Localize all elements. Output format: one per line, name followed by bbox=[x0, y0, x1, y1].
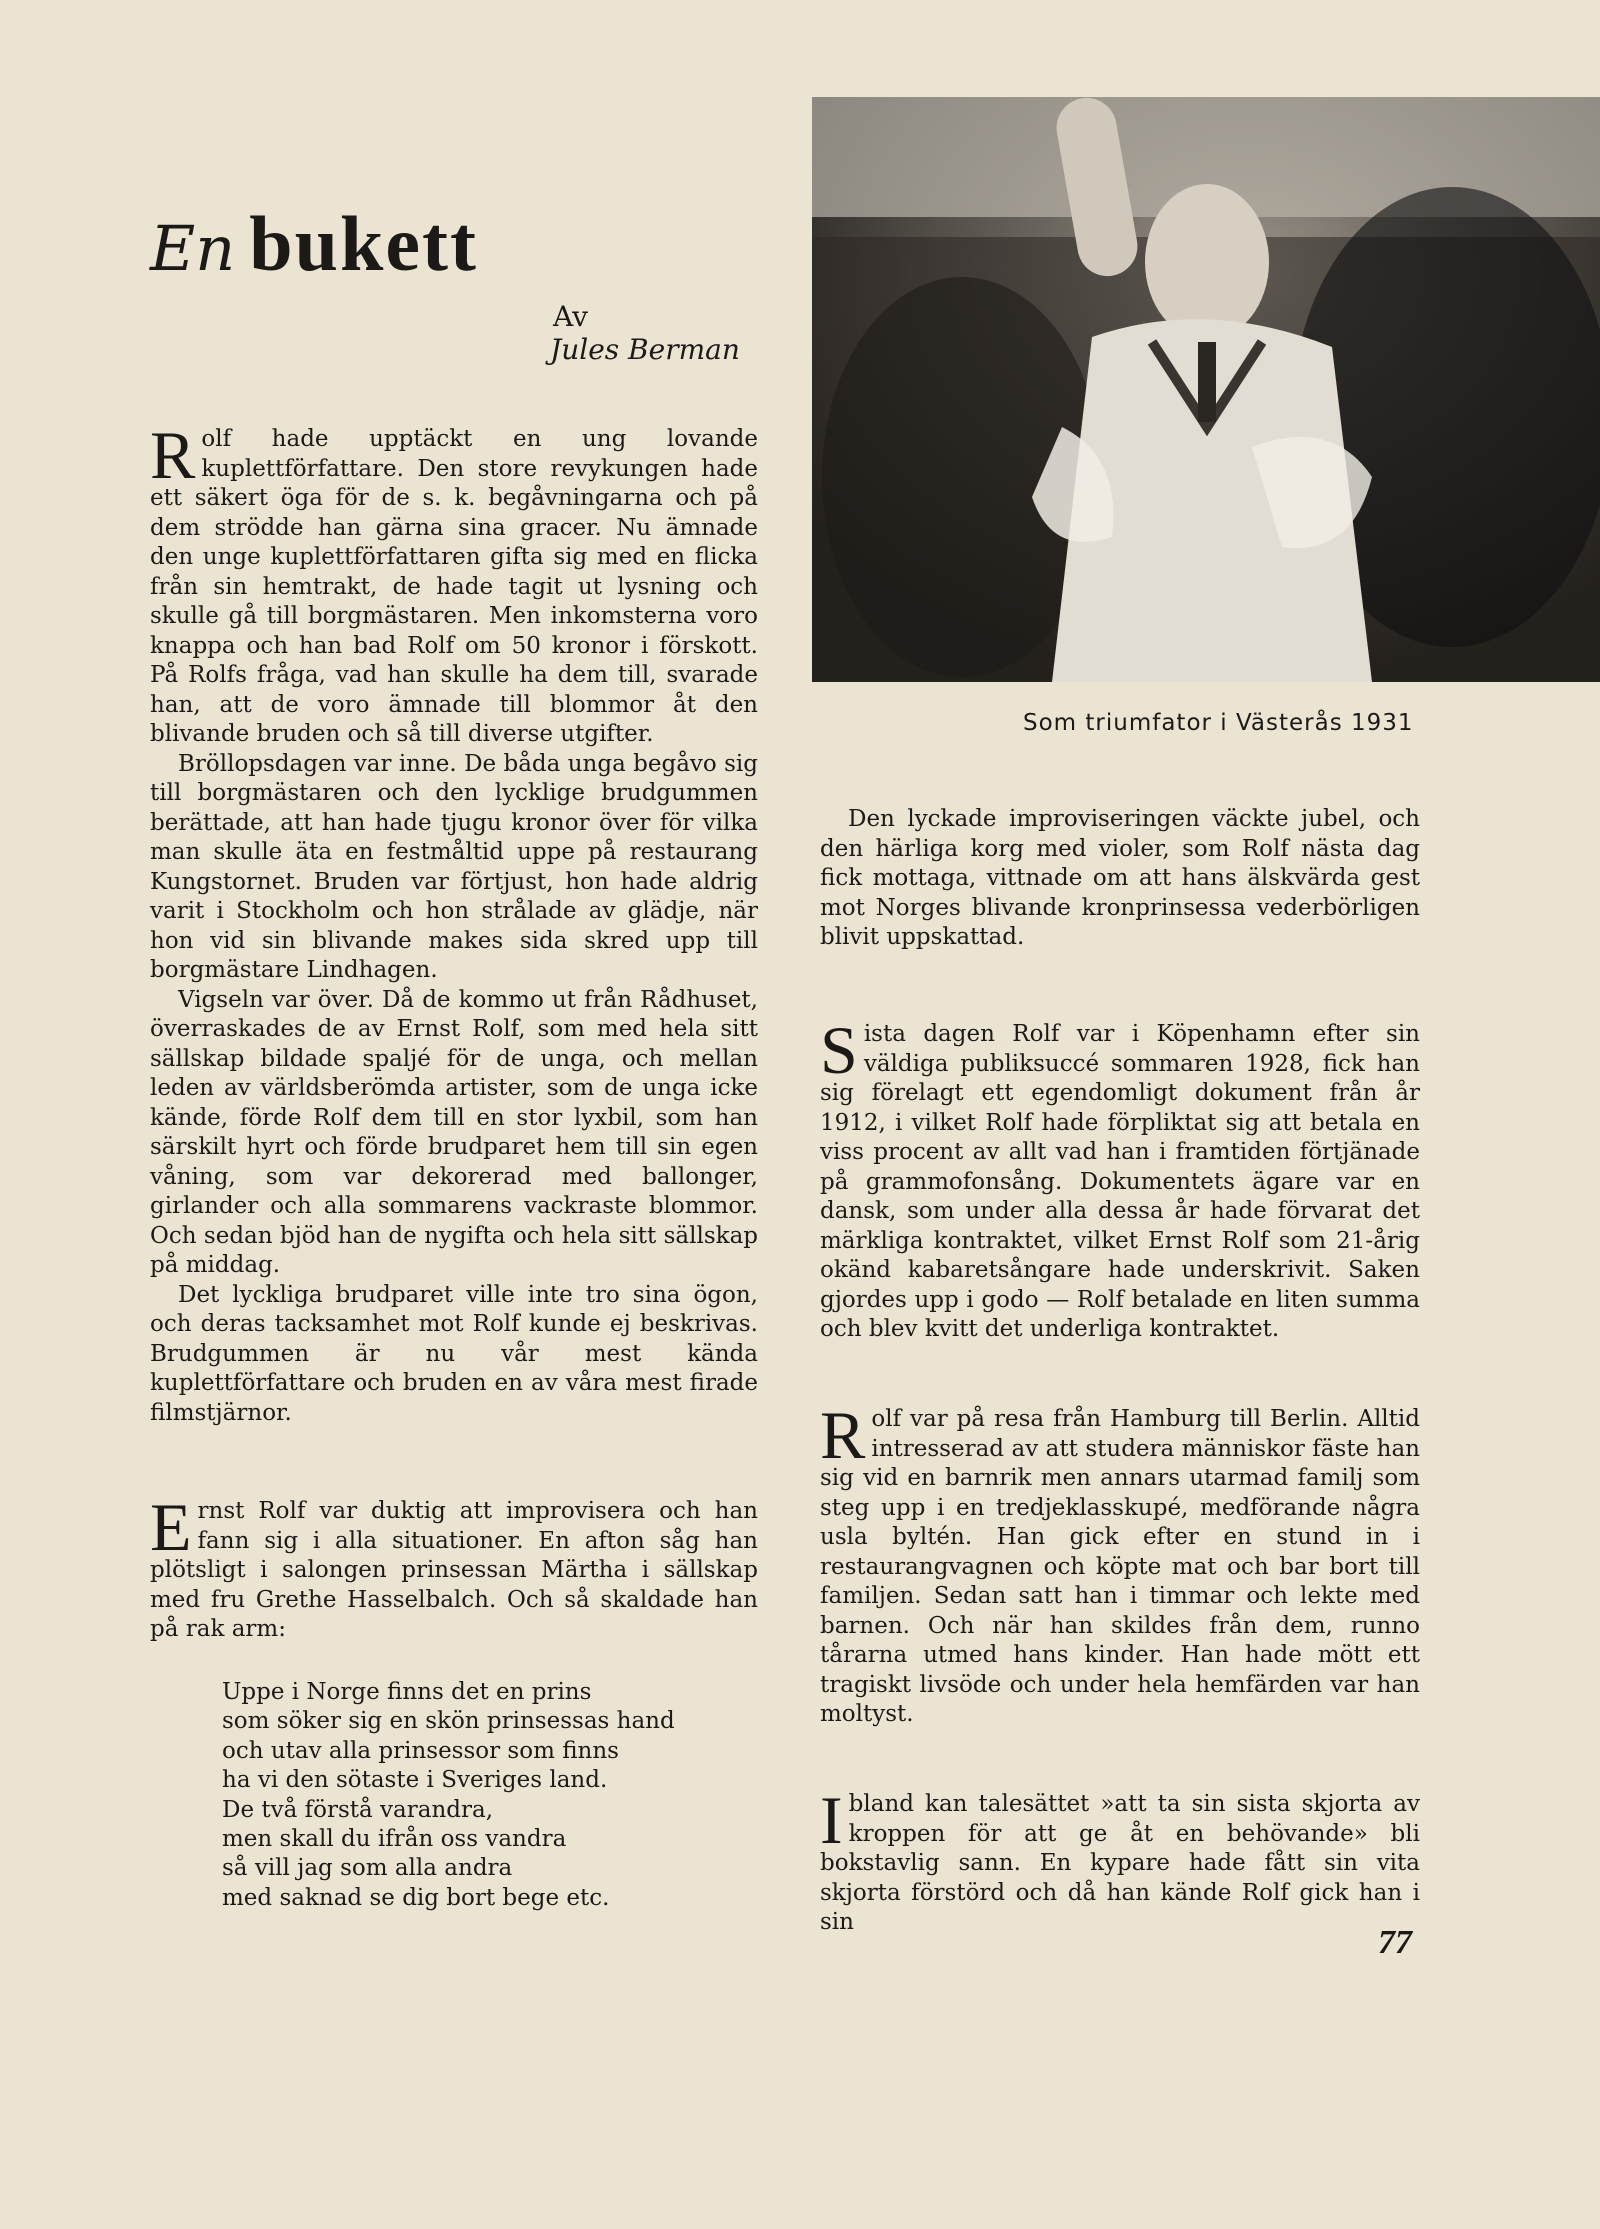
drop-cap: I bbox=[820, 1782, 843, 1858]
paragraph: Rolf hade upptäckt en ung lovande kuplettförfattare. Den store revykungen hade ett säkert öga för de s. k. begåvningarna och på dem strödde han gärna sina gracer. Nu ämnade den unge kuplettförfattaren gifta sig med en flicka från sin hemtrakt, de hade tagit ut lysning och skulle gå till borgmästaren. Men inkomsterna voro knappa och han bad Rolf om 50 kronor i förskott. På Rolfs fråga, vad han skulle ha dem till, svarade han, att de voro ämnade till blommor åt den blivande bruden och så till diverse utgifter. bbox=[150, 417, 758, 747]
poem-line: De två förstå varandra, bbox=[222, 1796, 494, 1823]
right-column-section-1 bbox=[820, 805, 1420, 953]
title-prefix: En bbox=[150, 212, 236, 285]
poem-line: som söker sig en skön prinsessas hand bbox=[222, 1708, 675, 1735]
right-column-section-2 bbox=[820, 1012, 1420, 1345]
article-title bbox=[150, 200, 478, 287]
drop-cap: E bbox=[150, 1489, 192, 1565]
paragraph: Ibland kan talesättet »att ta sin sista skjorta av kroppen för att ge åt en behövande» bli bokstavlig sann. En kypare hade fått sin vita skjorta förstörd och då han kände Rolf gick han i sin bbox=[820, 1782, 1420, 1935]
poem-line: så vill jag som alla andra bbox=[222, 1855, 513, 1882]
right-column-section-4 bbox=[820, 1782, 1420, 1938]
drop-cap: R bbox=[820, 1397, 866, 1473]
paragraph: Sista dagen Rolf var i Köpenhamn efter sin väldiga publiksuccé sommaren 1928, fick han sig förelagt ett egendomligt dokument från år 1912, i vilket Rolf hade förpliktat sig att betala en viss procent av allt vad han i framtiden förtjänade på grammofonsång. Dokumentets ägare var en dansk, som under alla dessa år hade förvarat det märkliga kontraktet, vilket Ernst Rolf som 21-årig okänd kabaretsångare hade underskrivit. Saken gjordes upp i godo — Rolf betalade en liten summa och blev kvitt det underliga kontraktet. bbox=[820, 1012, 1420, 1342]
poem-line: ha vi den sötaste i Sveriges land. bbox=[222, 1767, 608, 1794]
drop-cap: R bbox=[150, 417, 196, 493]
paragraph: Ernst Rolf var duktig att improvisera och han fann sig i alla situationer. En afton såg han plötsligt i salongen prinsessan Märtha i sällskap med fru Grethe Hasselbalch. Och så skaldade han på rak arm: bbox=[150, 1489, 758, 1642]
photo-caption: Som triumfator i Västerås 1931 bbox=[1023, 710, 1414, 736]
paragraph: Vigseln var över. Då de kommo ut från Rådhuset, överraskades de av Ernst Rolf, som med hela sitt sällskap bildade spaljé för de unga, och mellan leden av världsberömda artister, som de unga icke kände, förde Rolf dem till en stor lyxbil, som han särskilt hyrt och förde brudparet hem till sin egen våning, som var dekorerad med ballonger, girlander och alla sommarens vackraste blommor. Och sedan bjöd han de nygifta och hela sitt sällskap på middag. bbox=[150, 986, 758, 1278]
poem-line: Uppe i Norge finns det en prins bbox=[222, 1679, 592, 1705]
byline-prefix: Av bbox=[553, 300, 588, 333]
title-word: bukett bbox=[249, 200, 478, 287]
author-name: Jules Berman bbox=[550, 333, 740, 366]
poem-line: men skall du ifrån oss vandra bbox=[222, 1826, 567, 1853]
paragraph: Bröllopsdagen var inne. De båda unga begåvo sig till borgmästaren och den lycklige brudgummen berättade, att han hade tjugu kronor över för vilka man skulle äta en festmåltid uppe på restaurang Kungstornet. Bruden var förtjust, hon hade aldrig varit i Stockholm och hon strålade av glädje, när hon vid sin blivande makes sida skred upp till borgmästare Lindhagen. bbox=[150, 750, 758, 983]
poem-line: med saknad se dig bort bege etc. bbox=[222, 1884, 610, 1911]
right-column-section-3 bbox=[820, 1397, 1420, 1730]
poem-line: och utav alla prinsessor som finns bbox=[222, 1737, 619, 1764]
poem bbox=[222, 1678, 675, 1913]
drop-cap: S bbox=[820, 1012, 858, 1088]
photo-triumph bbox=[812, 97, 1600, 682]
page-number: 77 bbox=[1378, 1924, 1412, 1961]
paragraph: Det lyckliga brudparet ville inte tro sina ögon, och deras tacksamhet mot Rolf kunde ej beskrivas. Brudgummen är nu vår mest kända kuplettförfattare och bruden en av våra mest firade filmstjärnor. bbox=[150, 1281, 758, 1426]
paragraph: Rolf var på resa från Hamburg till Berlin. Alltid intresserad av att studera människor fäste han sig vid en barnrik men annars utarmad familj som steg upp i en tredjeklasskupé, medförande några usla byltén. Han gick efter en stund in i restaurangvagnen och köpte mat och bar bort till familjen. Sedan satt han i timmar och lekte med barnen. Och när han skildes från dem, runno tårarna utmed hans kinder. Han hade mött ett tragiskt livsöde och under hela hemfärden var han moltyst. bbox=[820, 1397, 1420, 1727]
left-column-section-2 bbox=[150, 1489, 758, 1645]
left-column-section-1 bbox=[150, 417, 758, 1428]
paragraph: Den lyckade improviseringen väckte jubel, och den härliga korg med violer, som Rolf nästa dag fick mottaga, vittnade om att hans älskvärda gest mot Norges blivande kronprinsessa vederbörligen blivit uppskattad. bbox=[820, 806, 1420, 950]
